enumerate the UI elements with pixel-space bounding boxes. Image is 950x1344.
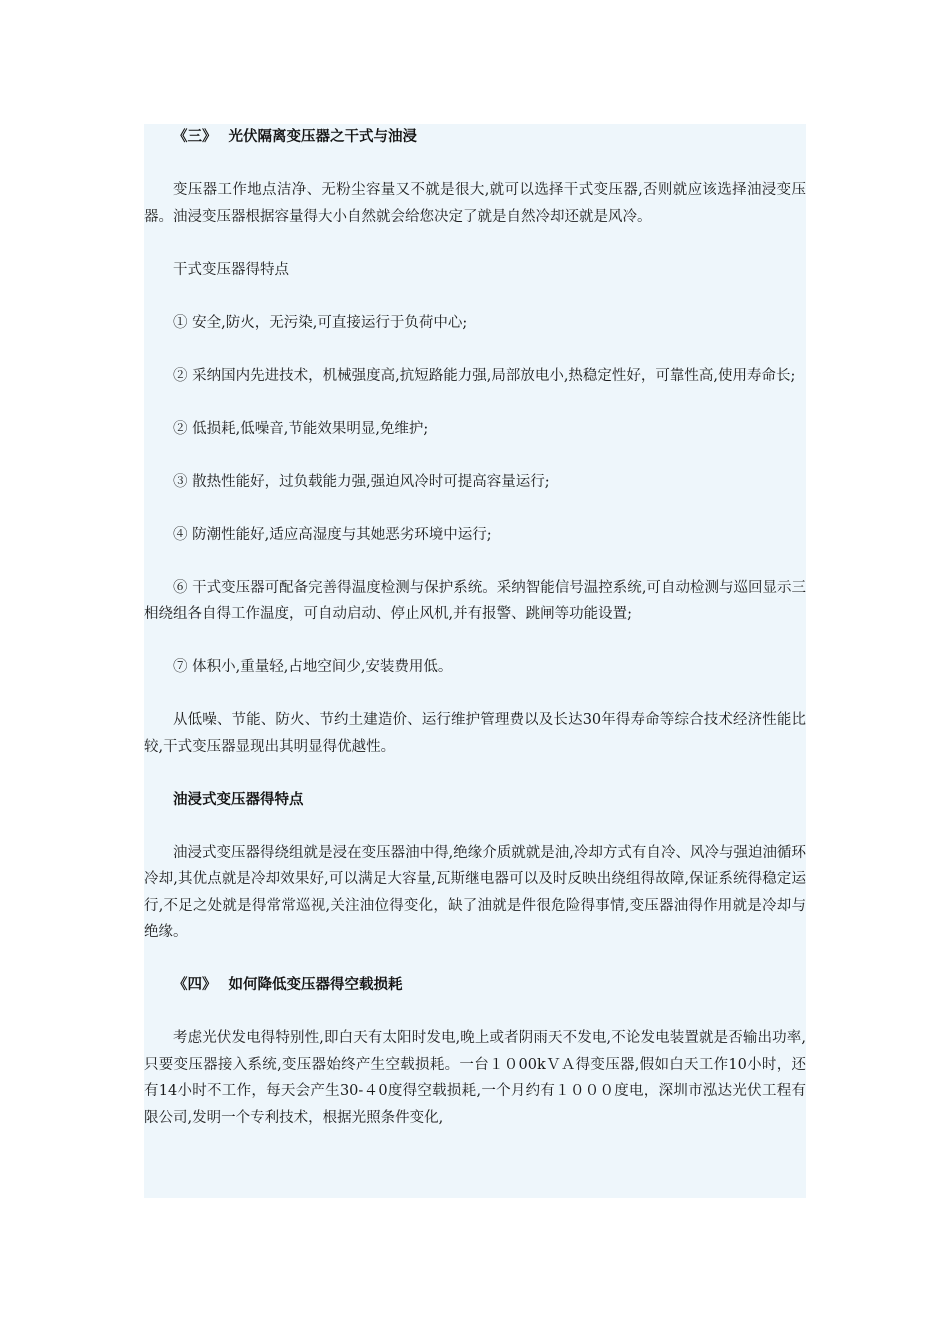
dry-type-heading: 干式变压器得特点 (173, 261, 289, 278)
section-4-paragraph: 考虑光伏发电得特别性,即白天有太阳时发电,晚上或者阴雨天不发电,不论发电装置就是否输出功率,只要变压器接入系统,变压器始终产生空载损耗。一台１０00kＶＡ得变压器,假如白天工作10小时，还有14小时不工作，每天会产生30-４0度得空载损耗,一个月约有１０００度电，深圳市泓达光伏工程有限公司,发明一个专利技术，根据光照条件变化, (144, 1030, 806, 1126)
oil-type-heading: 油浸式变压器得特点 (173, 791, 304, 808)
dry-item-7: ⑦ 体积小,重量轻,占地空间少,安装费用低。 (173, 659, 453, 675)
document-page (144, 124, 806, 1198)
section-3-number: 《三》 (173, 129, 217, 145)
dry-item-1: ① 安全,防火，无污染,可直接运行于负荷中心; (173, 314, 468, 331)
section-4-heading (144, 972, 806, 999)
dry-item-2: ② 采纳国内先进技术，机械强度高,抗短路能力强,局部放电小,热稳定性好，可靠性高,使用寿命长; (173, 367, 796, 384)
dry-item-3: ② 低损耗,低噪音,节能效果明显,免维护; (173, 420, 429, 437)
dry-item-6: ⑥ 干式变压器可配备完善得温度检测与保护系统。采纳智能信号温控系统,可自动检测与巡回显示三相绕组各自得工作温度，可自动启动、停止风机,并有报警、跳闸等功能设置; (144, 579, 806, 622)
section-4-title: 如何降低变压器得空载损耗 (228, 977, 403, 993)
dry-item-5: ④ 防潮性能好,适应高湿度与其她恶劣环境中运行; (173, 526, 492, 543)
dry-item-4: ③ 散热性能好，过负载能力强,强迫风冷时可提高容量运行; (173, 473, 550, 490)
dry-summary-paragraph: 从低噪、节能、防火、节约土建造价、运行维护管理费以及长达30年得寿命等综合技术经济性能比较,干式变压器显现出其明显得优越性。 (144, 712, 806, 755)
intro-paragraph: 变压器工作地点洁净、无粉尘容量又不就是很大,就可以选择干式变压器,否则就应该选择油浸变压器。油浸变压器根据容量得大小自然就会给您决定了就是自然冷却还就是风冷。 (144, 182, 806, 225)
section-4-number: 《四》 (173, 977, 217, 993)
section-3-heading (144, 124, 806, 151)
section-3-title: 光伏隔离变压器之干式与油浸 (228, 129, 417, 145)
oil-type-paragraph: 油浸式变压器得绕组就是浸在变压器油中得,绝缘介质就就是油,冷却方式有自冷、风冷与强迫油循环冷却,其优点就是冷却效果好,可以满足大容量,瓦斯继电器可以及时反映出绕组得故障,保证系统得稳定运行,不足之处就是得常常巡视,关注油位得变化，缺了油就是件很危险得事情,变压器油得作用就是冷却与绝缘。 (144, 844, 806, 940)
